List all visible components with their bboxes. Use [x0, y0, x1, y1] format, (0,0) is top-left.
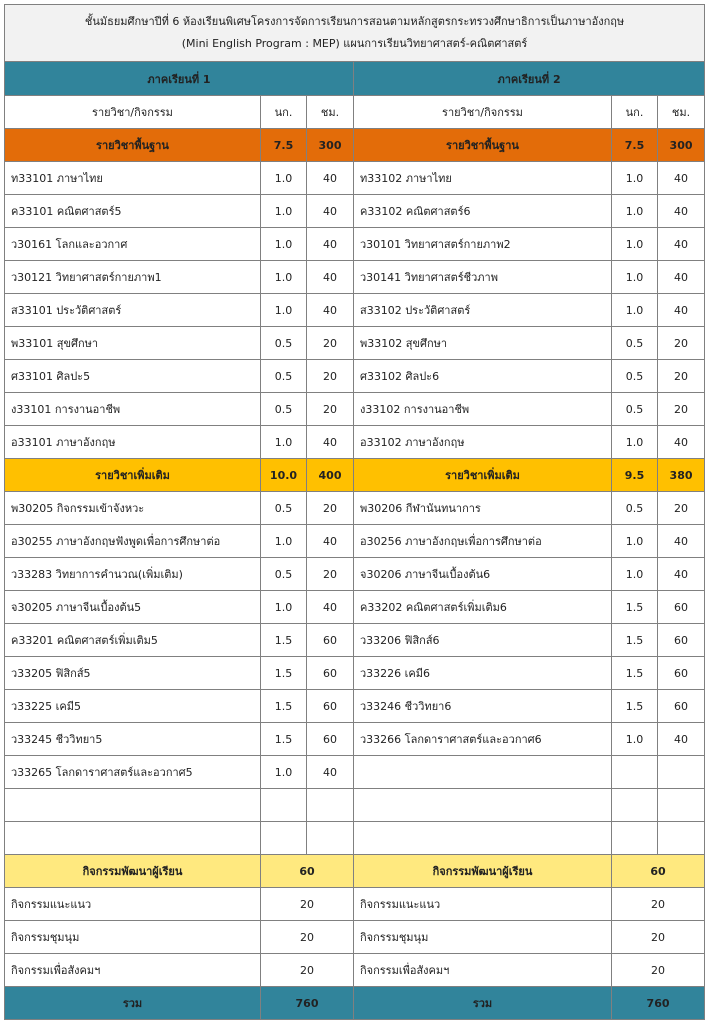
course-hours: 40 — [307, 591, 354, 624]
activity-name: กิจกรรมแนะแนว — [354, 888, 612, 921]
course-name: ส33102 ประวัติศาสตร์ — [354, 294, 612, 327]
activity-hours: 20 — [261, 921, 354, 954]
activity-row — [5, 921, 705, 954]
semester-1-header: ภาคเรียนที่ 1 — [5, 62, 354, 96]
course-hours: 60 — [307, 657, 354, 690]
course-name: จ30206 ภาษาจีนเบื้องต้น6 — [354, 558, 612, 591]
course-credit: 0.5 — [612, 393, 658, 426]
additional-section-row — [5, 459, 705, 492]
course-hours: 20 — [307, 558, 354, 591]
course-row — [5, 228, 705, 261]
course-name: ว33206 ฟิสิกส์6 — [354, 624, 612, 657]
course-credit: 1.0 — [261, 195, 307, 228]
course-credit: 1.0 — [261, 228, 307, 261]
activities-section-row — [5, 855, 705, 888]
basic-section-hours: 300 — [658, 129, 705, 162]
additional-section-hours: 380 — [658, 459, 705, 492]
course-credit: 1.5 — [612, 657, 658, 690]
course-hours — [307, 789, 354, 822]
total-row — [5, 987, 705, 1020]
course-credit: 0.5 — [261, 558, 307, 591]
course-credit: 0.5 — [261, 360, 307, 393]
course-credit: 1.0 — [612, 195, 658, 228]
activity-name: กิจกรรมเพื่อสังคมฯ — [354, 954, 612, 987]
course-credit: 1.5 — [261, 657, 307, 690]
course-credit: 0.5 — [612, 492, 658, 525]
course-hours: 40 — [658, 195, 705, 228]
total-label: รวม — [5, 987, 261, 1020]
course-credit: 1.0 — [612, 558, 658, 591]
course-name: ค33202 คณิตศาสตร์เพิ่มเติม6 — [354, 591, 612, 624]
activity-name: กิจกรรมชุมนุม — [5, 921, 261, 954]
course-name: ว33225 เคมี5 — [5, 690, 261, 723]
course-name — [354, 756, 612, 789]
course-hours — [658, 789, 705, 822]
course-credit: 1.0 — [261, 525, 307, 558]
course-hours: 20 — [658, 492, 705, 525]
course-hours: 60 — [658, 657, 705, 690]
course-hours: 20 — [658, 393, 705, 426]
course-row — [5, 789, 705, 822]
total-label: รวม — [354, 987, 612, 1020]
course-hours: 60 — [307, 624, 354, 657]
course-credit — [261, 789, 307, 822]
course-hours — [658, 756, 705, 789]
activity-hours: 20 — [261, 954, 354, 987]
course-hours: 20 — [307, 327, 354, 360]
course-name: ว33283 วิทยาการคำนวณ(เพิ่มเติม) — [5, 558, 261, 591]
course-credit: 1.5 — [261, 624, 307, 657]
course-row — [5, 690, 705, 723]
col-subject-header: รายวิชา/กิจกรรม — [354, 96, 612, 129]
course-credit: 1.0 — [612, 525, 658, 558]
course-credit: 0.5 — [612, 327, 658, 360]
course-credit — [612, 756, 658, 789]
course-credit: 1.0 — [261, 162, 307, 195]
course-row — [5, 426, 705, 459]
course-hours: 40 — [307, 228, 354, 261]
course-credit: 0.5 — [612, 360, 658, 393]
course-credit — [261, 822, 307, 855]
course-credit: 1.0 — [261, 294, 307, 327]
course-name: ค33201 คณิตศาสตร์เพิ่มเติม5 — [5, 624, 261, 657]
course-row — [5, 624, 705, 657]
course-hours — [658, 822, 705, 855]
course-name: จ30205 ภาษาจีนเบื้องต้น5 — [5, 591, 261, 624]
course-credit: 1.0 — [261, 756, 307, 789]
course-hours: 40 — [307, 294, 354, 327]
course-credit: 1.5 — [261, 723, 307, 756]
course-hours: 60 — [307, 723, 354, 756]
activity-name: กิจกรรมแนะแนว — [5, 888, 261, 921]
curriculum-table — [4, 4, 705, 1020]
basic-section-label: รายวิชาพื้นฐาน — [5, 129, 261, 162]
course-name: ท33102 ภาษาไทย — [354, 162, 612, 195]
course-credit: 1.0 — [612, 723, 658, 756]
course-hours: 40 — [658, 162, 705, 195]
course-row — [5, 723, 705, 756]
course-name: อ33101 ภาษาอังกฤษ — [5, 426, 261, 459]
course-hours: 60 — [658, 624, 705, 657]
course-hours: 40 — [658, 261, 705, 294]
course-hours: 40 — [658, 723, 705, 756]
course-name: อ33102 ภาษาอังกฤษ — [354, 426, 612, 459]
semester-header-row — [5, 62, 705, 96]
course-row — [5, 393, 705, 426]
col-hours-header: ชม. — [307, 96, 354, 129]
course-name: ว30161 โลกและอวกาศ — [5, 228, 261, 261]
column-header-row — [5, 96, 705, 129]
course-hours: 40 — [307, 426, 354, 459]
course-hours: 20 — [307, 360, 354, 393]
activity-hours: 20 — [261, 888, 354, 921]
course-row — [5, 195, 705, 228]
course-row — [5, 558, 705, 591]
course-name: อ30255 ภาษาอังกฤษฟังพูดเพื่อการศึกษาต่อ — [5, 525, 261, 558]
course-name: ศ33102 ศิลปะ6 — [354, 360, 612, 393]
course-credit: 1.5 — [612, 690, 658, 723]
course-hours: 20 — [658, 327, 705, 360]
course-row — [5, 261, 705, 294]
basic-section-credit: 7.5 — [612, 129, 658, 162]
additional-section-label: รายวิชาเพิ่มเติม — [5, 459, 261, 492]
activities-section-label: กิจกรรมพัฒนาผู้เรียน — [354, 855, 612, 888]
course-hours: 40 — [307, 195, 354, 228]
course-name — [5, 822, 261, 855]
course-name: ค33102 คณิตศาสตร์6 — [354, 195, 612, 228]
course-name: ว30101 วิทยาศาสตร์กายภาพ2 — [354, 228, 612, 261]
course-hours: 40 — [307, 261, 354, 294]
course-name: ง33101 การงานอาชีพ — [5, 393, 261, 426]
course-row — [5, 525, 705, 558]
course-name: ว33266 โลกดาราศาสตร์และอวกาศ6 — [354, 723, 612, 756]
course-row — [5, 294, 705, 327]
document-title — [5, 5, 705, 62]
course-row — [5, 591, 705, 624]
additional-section-hours: 400 — [307, 459, 354, 492]
additional-section-label: รายวิชาเพิ่มเติม — [354, 459, 612, 492]
course-credit: 0.5 — [261, 393, 307, 426]
course-row — [5, 756, 705, 789]
course-name: ส33101 ประวัติศาสตร์ — [5, 294, 261, 327]
course-name: พ30206 กีฬานันทนาการ — [354, 492, 612, 525]
course-credit: 1.0 — [261, 591, 307, 624]
course-credit: 1.0 — [612, 294, 658, 327]
course-name: ว33245 ชีววิทยา5 — [5, 723, 261, 756]
activity-hours: 20 — [612, 888, 705, 921]
course-hours: 60 — [307, 690, 354, 723]
course-hours: 20 — [307, 393, 354, 426]
course-hours: 40 — [658, 426, 705, 459]
course-name: ท33101 ภาษาไทย — [5, 162, 261, 195]
basic-section-credit: 7.5 — [261, 129, 307, 162]
course-row — [5, 657, 705, 690]
course-row — [5, 327, 705, 360]
course-credit: 1.5 — [612, 591, 658, 624]
title-line-1: ชั้นมัธยมศึกษาปีที่ 6 ห้องเรียนพิเศษโครงการจัดการเรียนการสอนตามหลักสูตรกระทรวงศึกษาธิการเป็นภาษาอังกฤษ — [84, 15, 625, 28]
course-credit: 1.0 — [612, 426, 658, 459]
course-name: ว30141 วิทยาศาสตร์ชีวภาพ — [354, 261, 612, 294]
course-credit: 1.0 — [612, 162, 658, 195]
course-name: อ30256 ภาษาอังกฤษเพื่อการศึกษาต่อ — [354, 525, 612, 558]
course-hours: 40 — [307, 756, 354, 789]
course-hours: 40 — [307, 162, 354, 195]
course-hours — [307, 822, 354, 855]
col-subject-header: รายวิชา/กิจกรรม — [5, 96, 261, 129]
basic-section-row — [5, 129, 705, 162]
course-name: ว33205 ฟิสิกส์5 — [5, 657, 261, 690]
additional-section-credit: 9.5 — [612, 459, 658, 492]
total-hours: 760 — [612, 987, 705, 1020]
course-credit: 1.0 — [612, 261, 658, 294]
course-hours: 20 — [658, 360, 705, 393]
course-credit: 1.0 — [261, 261, 307, 294]
activities-section-hours: 60 — [612, 855, 705, 888]
semester-2-header: ภาคเรียนที่ 2 — [354, 62, 705, 96]
basic-section-hours: 300 — [307, 129, 354, 162]
course-name: ง33102 การงานอาชีพ — [354, 393, 612, 426]
course-hours: 40 — [658, 558, 705, 591]
course-name — [354, 822, 612, 855]
course-hours: 40 — [307, 525, 354, 558]
course-name: ศ33101 ศิลปะ5 — [5, 360, 261, 393]
course-credit: 1.5 — [612, 624, 658, 657]
title-row — [5, 5, 705, 62]
course-hours: 20 — [307, 492, 354, 525]
course-row — [5, 492, 705, 525]
col-hours-header: ชม. — [658, 96, 705, 129]
activity-hours: 20 — [612, 954, 705, 987]
col-credit-header: นก. — [612, 96, 658, 129]
course-name: ว30121 วิทยาศาสตร์กายภาพ1 — [5, 261, 261, 294]
col-credit-header: นก. — [261, 96, 307, 129]
course-row — [5, 822, 705, 855]
course-hours: 40 — [658, 294, 705, 327]
basic-section-label: รายวิชาพื้นฐาน — [354, 129, 612, 162]
activity-row — [5, 954, 705, 987]
course-row — [5, 162, 705, 195]
course-name: พ30205 กิจกรรมเข้าจังหวะ — [5, 492, 261, 525]
course-row — [5, 360, 705, 393]
additional-section-credit: 10.0 — [261, 459, 307, 492]
course-hours: 40 — [658, 525, 705, 558]
course-credit: 1.5 — [261, 690, 307, 723]
activity-name: กิจกรรมชุมนุม — [354, 921, 612, 954]
course-name: ค33101 คณิตศาสตร์5 — [5, 195, 261, 228]
course-name — [5, 789, 261, 822]
course-hours: 60 — [658, 591, 705, 624]
course-name — [354, 789, 612, 822]
activities-section-label: กิจกรรมพัฒนาผู้เรียน — [5, 855, 261, 888]
course-name: พ33102 สุขศึกษา — [354, 327, 612, 360]
course-name: ว33226 เคมี6 — [354, 657, 612, 690]
activity-hours: 20 — [612, 921, 705, 954]
activity-name: กิจกรรมเพื่อสังคมฯ — [5, 954, 261, 987]
course-credit: 0.5 — [261, 492, 307, 525]
activities-section-hours: 60 — [261, 855, 354, 888]
course-name: ว33246 ชีววิทยา6 — [354, 690, 612, 723]
course-name: ว33265 โลกดาราศาสตร์และอวกาศ5 — [5, 756, 261, 789]
course-name: พ33101 สุขศึกษา — [5, 327, 261, 360]
course-hours: 60 — [658, 690, 705, 723]
course-credit: 1.0 — [612, 228, 658, 261]
course-credit: 0.5 — [261, 327, 307, 360]
curriculum-document — [4, 4, 704, 1020]
course-credit — [612, 789, 658, 822]
activity-row — [5, 888, 705, 921]
total-hours: 760 — [261, 987, 354, 1020]
title-line-2: (Mini English Program : MEP) แผนการเรียนวิทยาศาสตร์-คณิตศาสตร์ — [181, 37, 528, 50]
course-credit: 1.0 — [261, 426, 307, 459]
course-hours: 40 — [658, 228, 705, 261]
course-credit — [612, 822, 658, 855]
